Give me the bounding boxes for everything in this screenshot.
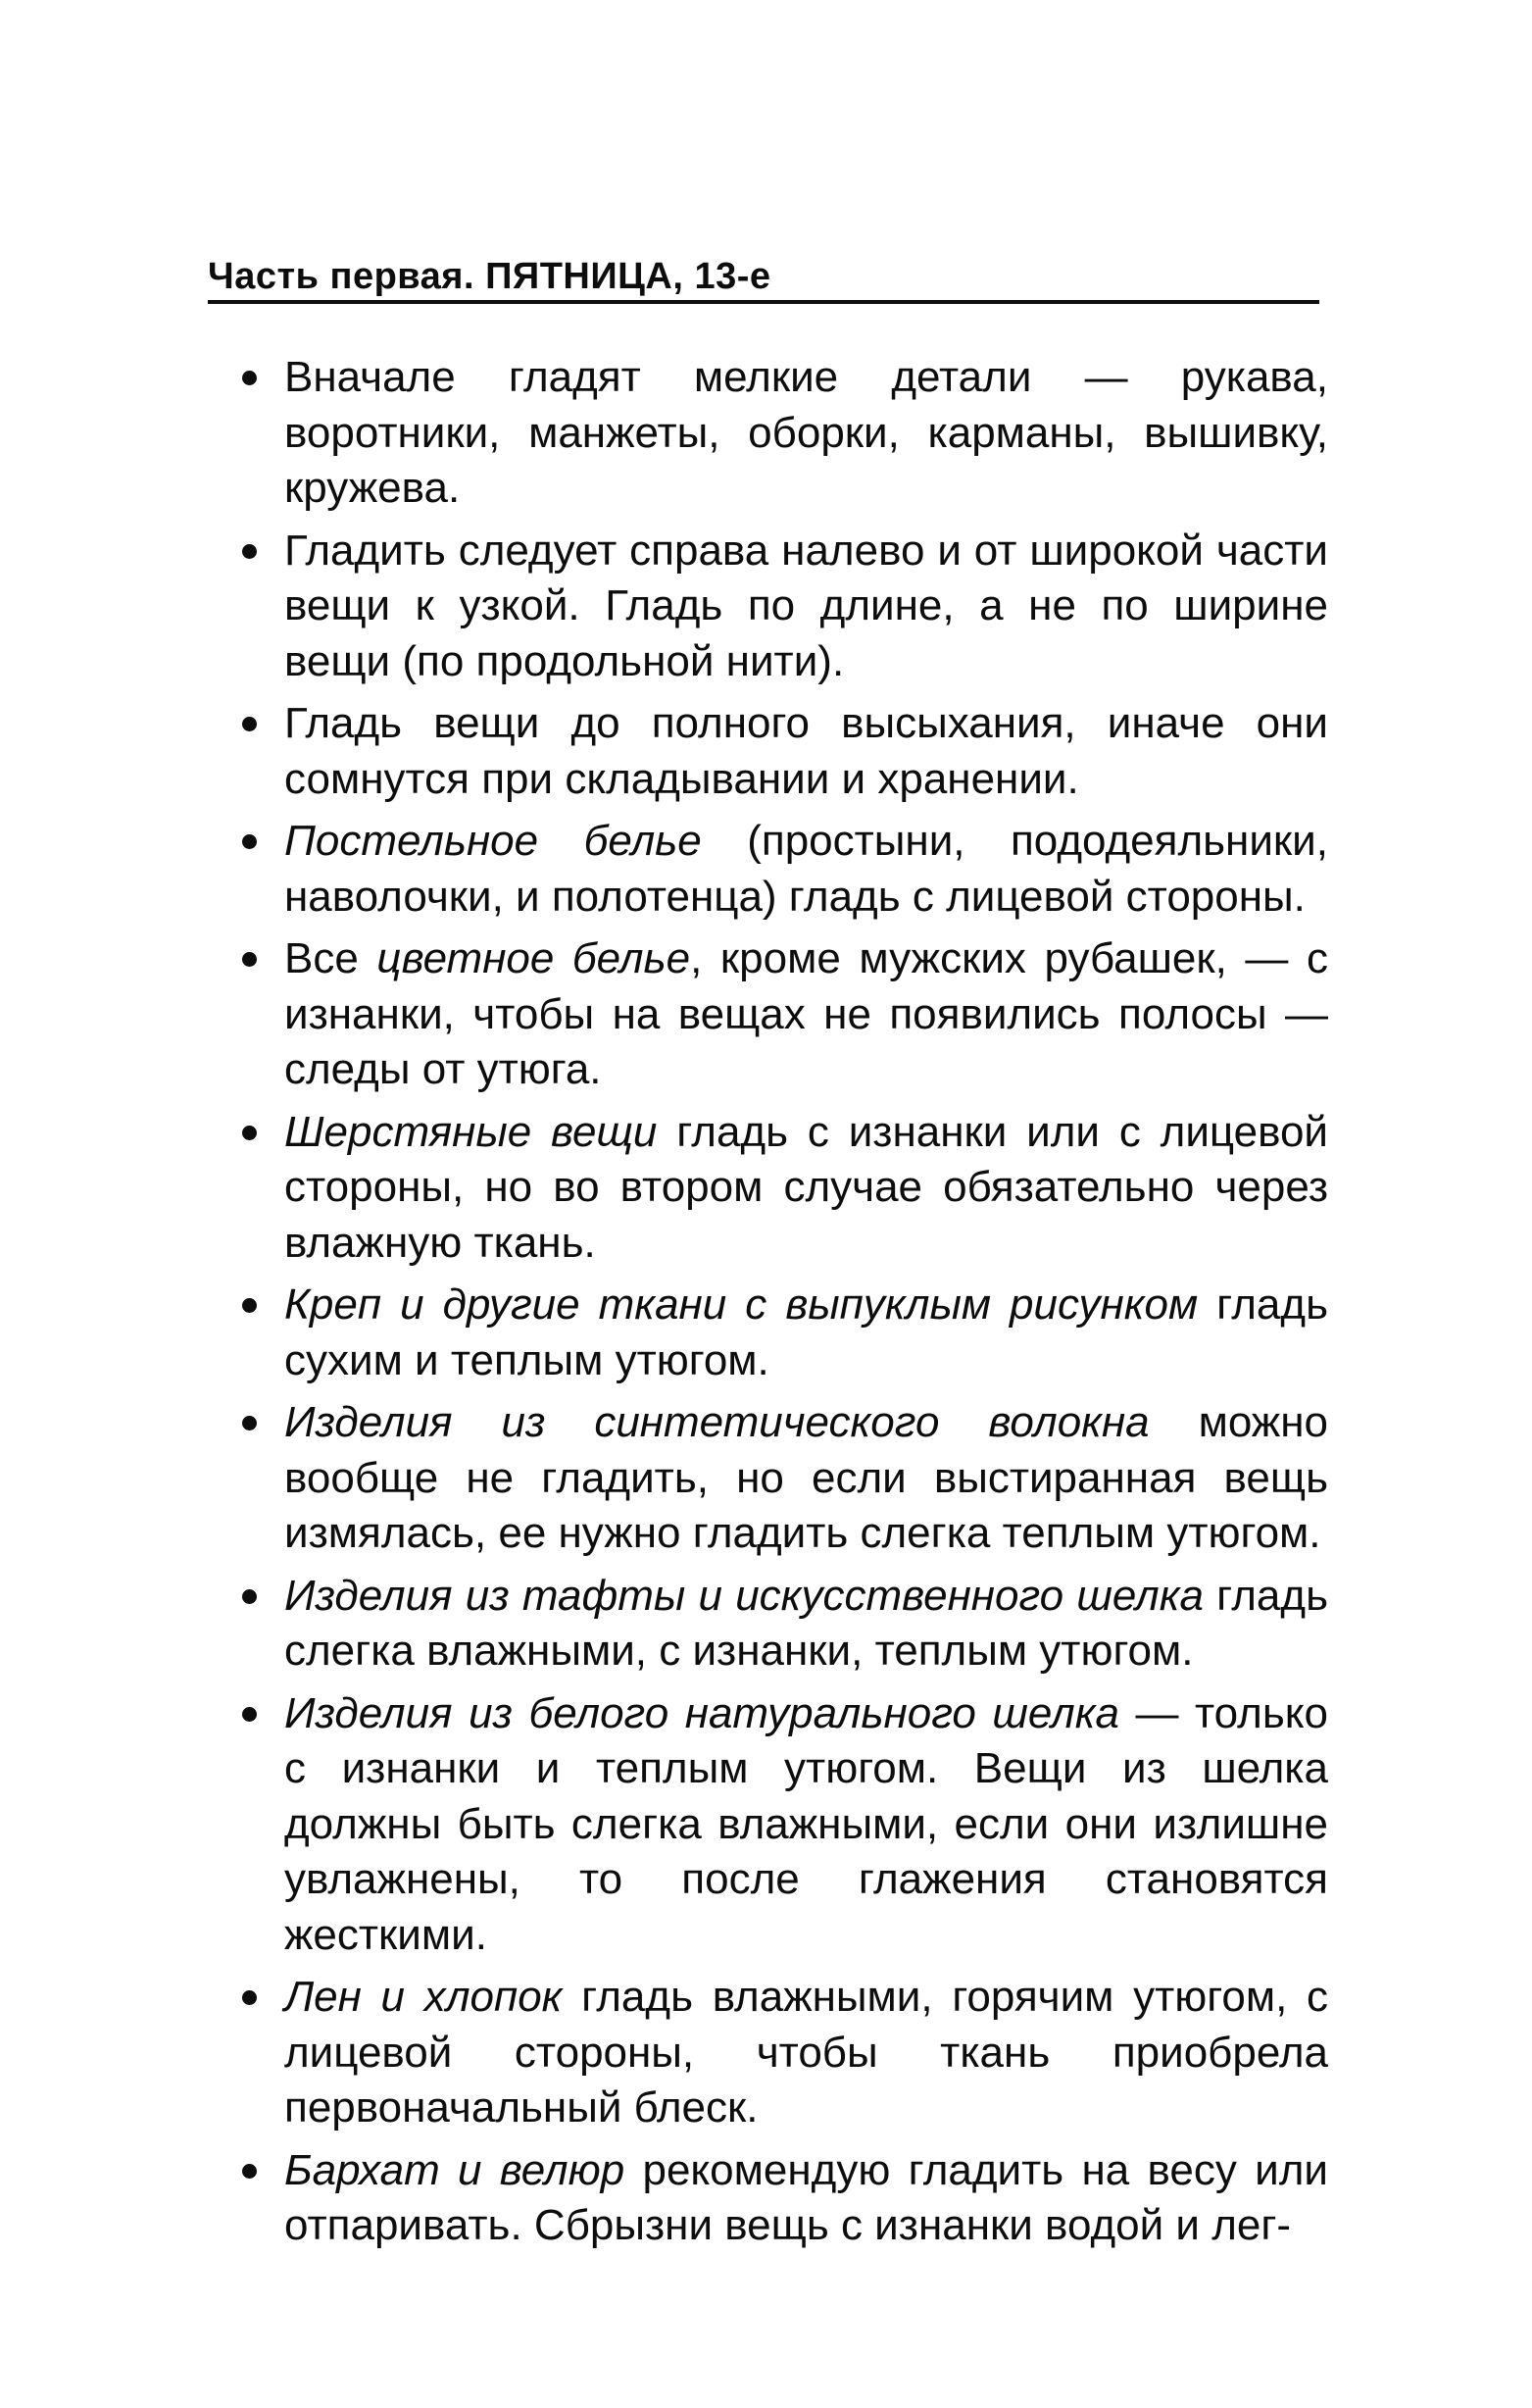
item-term: цветное белье [376, 934, 691, 982]
list-item [284, 350, 1328, 517]
bullet-icon [242, 1589, 257, 1604]
bullet-icon [242, 2164, 257, 2179]
list-item [284, 2143, 1328, 2254]
bullet-icon [242, 717, 257, 731]
list-item [284, 931, 1328, 1098]
item-text: гладь влажными, горячим утюгом, с лицевой стороны, чтобы ткань приобрела первоначальный блеск. [284, 1973, 1329, 2132]
list-item [284, 1395, 1328, 1562]
item-term: Изделия из синтетического волокна [284, 1398, 1150, 1446]
item-text: гладь с изнанки или с лицевой стороны, но во втором случае обязательно через влажную ткань. [284, 1107, 1329, 1267]
item-text: Гладить следует справа налево и от широкой части вещи к узкой. Гладь по длине, а не по ширине вещи (по продольной нити). [284, 526, 1328, 685]
bullet-icon [242, 834, 257, 849]
item-term: Изделия из белого натурального шелка [284, 1688, 1119, 1737]
list-item [284, 814, 1328, 925]
item-text: можно вообще не гладить, но если выстиранная вещь измялась, ее нужно гладить слегка теплым утюгом. [284, 1398, 1329, 1557]
item-text: Гладь вещи до полного высыхания, иначе они сомнутся при складывании и хранении. [284, 699, 1328, 803]
bullet-list [284, 350, 1328, 2254]
item-text: (простыни, пододеяльники, наволочки, и полотенца) гладь с лицевой стороны. [284, 817, 1328, 921]
bullet-icon [242, 1416, 257, 1430]
running-head: Часть первая. ПЯТНИЦА, 13-е [208, 256, 771, 297]
list-item [284, 524, 1328, 690]
item-term: Шерстяные вещи [284, 1107, 658, 1156]
item-text: Вначале гладят мелкие детали — рукава, воротники, манжеты, оборки, карманы, вышивку, кружева. [284, 353, 1328, 512]
item-text: гладь сухим и теплым утюгом. [284, 1280, 1328, 1384]
item-term: Изделия из тафты и искусственного шелка [284, 1571, 1204, 1620]
item-text: гладь слегка влажными, с изнанки, теплым утюгом. [284, 1571, 1328, 1675]
bullet-icon [242, 1298, 257, 1313]
list-item [284, 1970, 1328, 2136]
list-item [284, 696, 1328, 807]
item-term: Бархат и велюр [284, 2145, 625, 2194]
page-body [284, 350, 1328, 2261]
bullet-icon [242, 1707, 257, 1722]
bullet-icon [242, 1126, 257, 1140]
item-prefix: Все [284, 934, 377, 982]
list-item [284, 1686, 1328, 1964]
bullet-icon [242, 371, 257, 385]
list-item [284, 1105, 1328, 1272]
item-term: Постельное белье [284, 817, 702, 865]
list-item [284, 1278, 1328, 1388]
list-item [284, 1569, 1328, 1680]
item-term: Креп и другие ткани с выпуклым рисунком [284, 1280, 1199, 1329]
bullet-icon [242, 952, 257, 967]
header-rule [208, 300, 1319, 304]
bullet-icon [242, 1990, 257, 2005]
item-text: — только с изнанки и теплым утюгом. Вещи из шелка должны быть слегка влажными, если они излишне увлажнены, то после глажения становятся жесткими. [284, 1688, 1328, 1959]
item-text: рекомендую гладить на весу или отпаривать. Сбрызни вещь с изнанки водой и лег- [284, 2145, 1328, 2249]
item-term: Лен и хлопок [284, 1973, 563, 2021]
bullet-icon [242, 544, 257, 559]
item-text: , кроме мужских рубашек, — с изнанки, чтобы на вещах не появились полосы — следы от утюга. [284, 934, 1328, 1093]
